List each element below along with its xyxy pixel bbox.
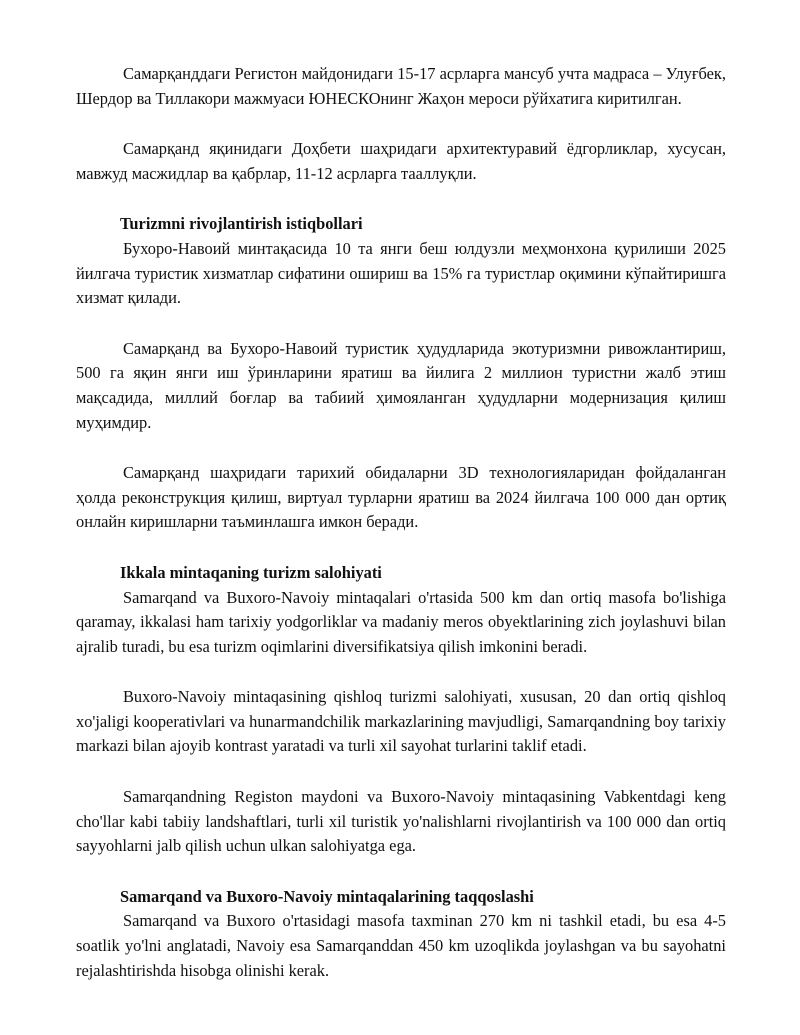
paragraph-3d-reconstruction: Самарқанд шаҳридаги тарихий обидаларни 3D технологияларидан фойдаланган ҳолда реконструкция қилиш, виртуал турларни яратиш ва 2024 йилгача 100 000 дан ортиқ онлайн киришларни таъминлашга имкон беради. <box>76 463 726 532</box>
paragraph-landscapes: Samarqandning Registon maydoni va Buxoro-Navoiy mintaqasining Vabkentdagi keng cho'llar kabi tabiiy landshaftlari, turli xil turistik yo'nalishlarni rivojlantirish va 100 000 dan ortiq sayyohlarni jalb qilish uchun ulkan salohiyatga ega. <box>76 787 726 856</box>
paragraph-registan: Самарқанддаги Регистон майдонидаги 15-17 асрларга мансуб учта мадраса – Улуғбек, Шердор ва Тиллакори мажмуаси ЮНЕСКОнинг Жаҳон мероси рўйхатига киритилган. <box>76 64 726 108</box>
paragraph-ecotourism: Самарқанд ва Бухоро-Навоий туристик ҳудудларида экотуризмни ривожлантириш, 500 га яқин янги иш ўринларини яратиш ва йилига 2 миллион туристни жалб этиш мақсадида, миллий боғлар ва табиий ҳимояланган ҳудудларни модернизация қилиш муҳимдир. <box>76 338 726 432</box>
paragraph-distance-heritage: Samarqand va Buxoro-Navoiy mintaqalari o'rtasida 500 km dan ortiq masofa bo'lishiga qaramay, ikkalasi ham tarixiy yodgorliklar va madaniy meros obyektlarining zich joylashuvi bilan ajralib turadi, bu esa turizm oqimlarini diversifikatsiya qilish imkonini beradi. <box>76 587 726 656</box>
heading-tourism-potential: Ikkala mintaqaning turizm salohiyati <box>120 562 382 582</box>
heading-tourism-prospects: Turizmni rivojlantirish istiqbollari <box>120 214 363 234</box>
paragraph-hotels: Бухоро-Навоий минтақасида 10 та янги беш юлдузли меҳмонхона қурилиши 2025 йилгача туристик хизматлар сифатини ошириш ва 15% га туристлар оқимини кўпайтиришга хизмат қилади. <box>76 238 726 308</box>
paragraph-dohbet: Самарқанд яқинидаги Доҳбети шаҳридаги архитектуравий ёдгорликлар, хусусан, мавжуд масжидлар ва қабрлар, 11-12 асрларга тааллуқли. <box>76 139 726 183</box>
paragraph-travel-distance: Samarqand va Buxoro o'rtasidagi masofa taxminan 270 km ni tashkil etadi, bu esa 4-5 soatlik yo'lni anglatadi, Navoiy esa Samarqanddan 450 km uzoqlikda joylashgan va bu sayohatni rejalashtirishda hisobga olinishi kerak. <box>76 911 726 980</box>
heading-comparison: Samarqand va Buxoro-Navoiy mintaqalarining taqqoslashi <box>120 886 534 906</box>
paragraph-rural-tourism: Buxoro-Navoiy mintaqasining qishloq turizmi salohiyati, xususan, 20 dan ortiq qishloq xo'jaligi kooperativlari va hunarmandchilik markazlarining mavjudligi, Samarqandning boy tarixiy markazi bilan ajoyib kontrast yaratadi va turli xil sayohat turlarini taklif etadi. <box>76 687 726 756</box>
